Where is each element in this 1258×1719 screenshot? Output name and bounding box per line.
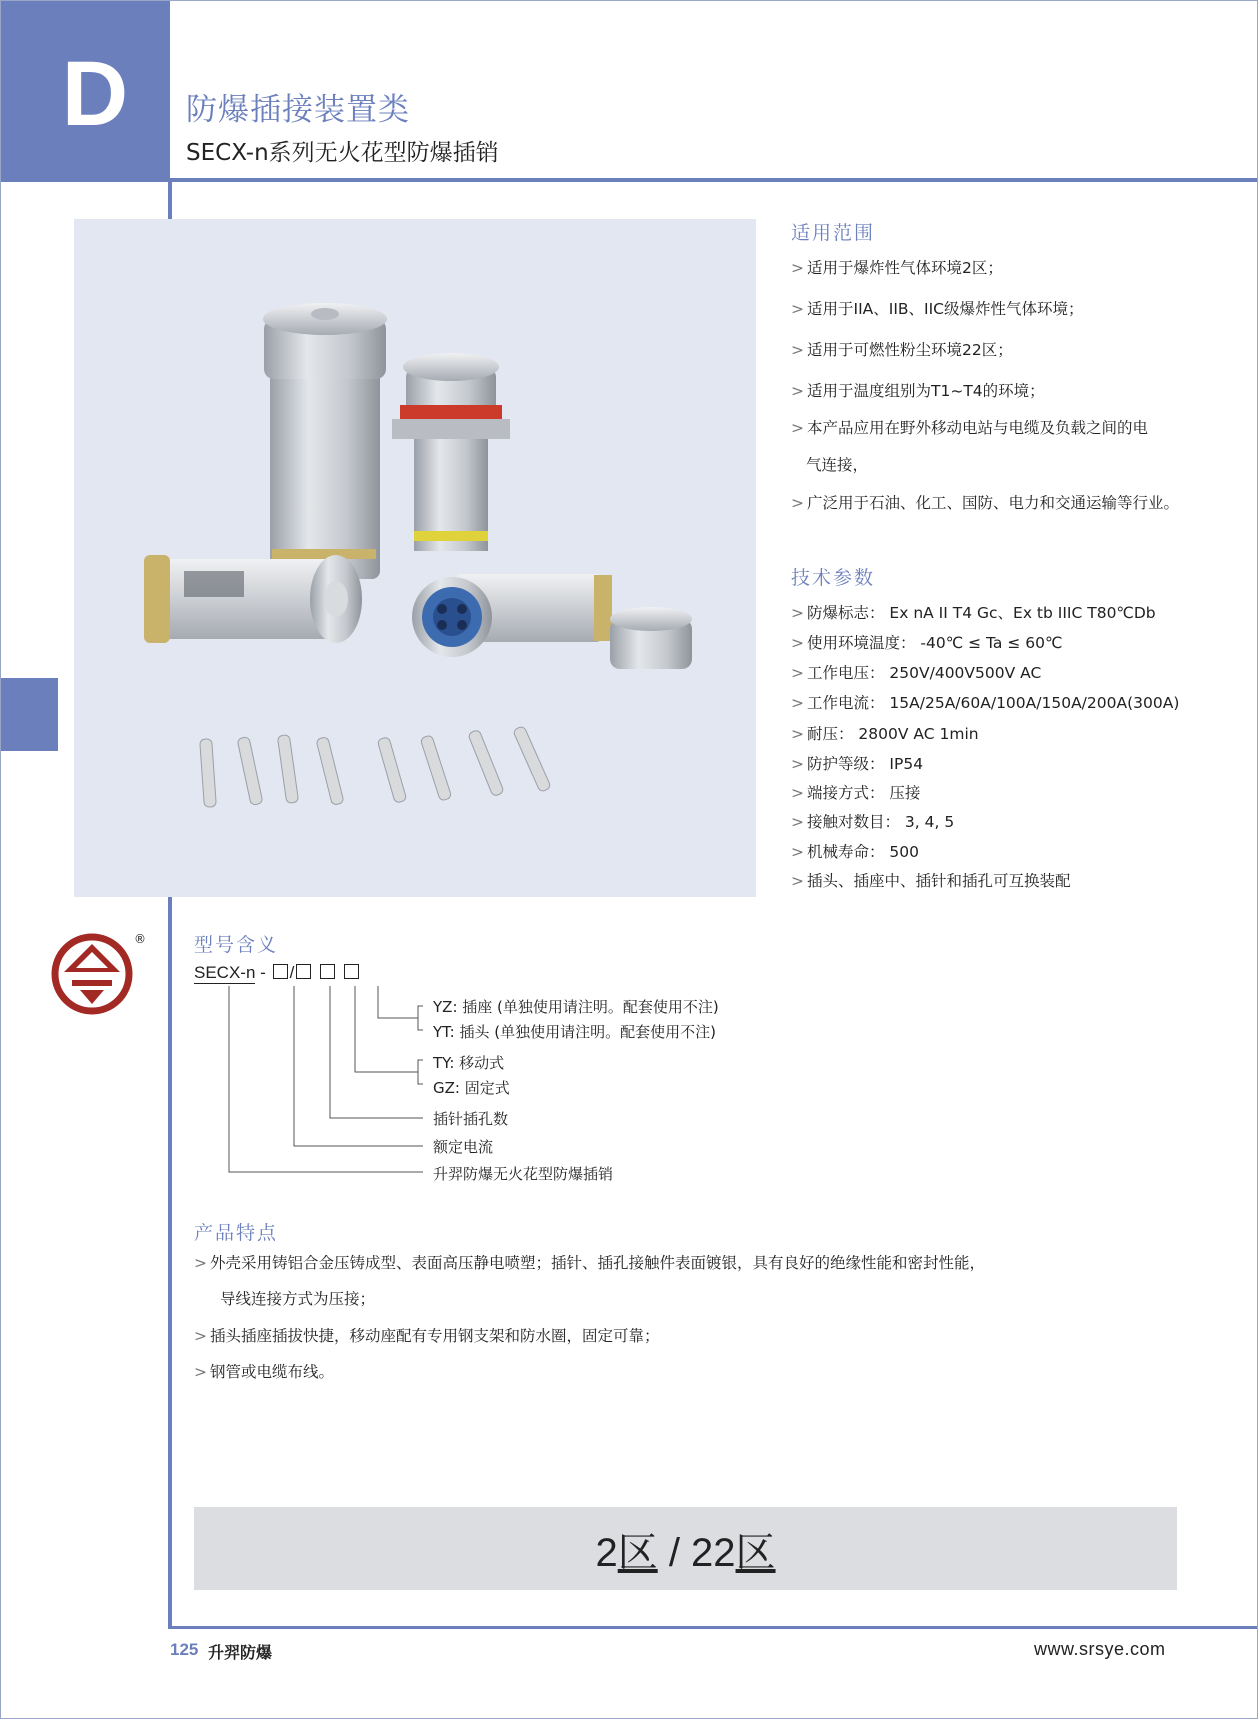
list-item: > 使用环境温度： -40℃ ≤ Ta ≤ 60℃ — [791, 634, 1063, 652]
tech-item-text: 耐压： 2800V AC 1min — [807, 725, 979, 743]
feature-item-text: 插头插座插拔快捷，移动座配有专用钢支架和防水圈，固定可靠； — [210, 1327, 660, 1345]
list-item: > 防护等级： IP54 — [791, 755, 924, 773]
product-title: SECX-n系列无火花型防爆插销 — [186, 140, 499, 166]
tech-item-text: 机械寿命： 500 — [807, 843, 920, 861]
features-heading: 产品特点 — [194, 1222, 279, 1244]
model-separator: / — [289, 963, 295, 982]
list-item: > 适用于温度组别为T1~T4的环境； — [791, 382, 1045, 400]
divider — [168, 0, 170, 182]
footer-divider — [168, 1626, 1258, 1629]
list-item: > 接触对数目： 3, 4, 5 — [791, 813, 955, 831]
zone-unit-b: 区 — [735, 1531, 776, 1575]
tech-heading: 技术参数 — [791, 567, 876, 589]
model-label-ty: TY: 移动式 — [433, 1054, 505, 1072]
tech-item-text: 端接方式： 压接 — [807, 784, 921, 802]
list-item: > 端接方式： 压接 — [791, 784, 921, 802]
list-item: > 耐压： 2800V AC 1min — [791, 725, 979, 743]
model-label-pins: 插针插孔数 — [433, 1110, 509, 1128]
scope-item-text: 适用于可燃性粉尘环境22区； — [807, 341, 1013, 359]
list-item: > 插头插座插拔快捷，移动座配有专用钢支架和防水圈，固定可靠； — [194, 1327, 660, 1345]
model-label-current: 额定电流 — [433, 1138, 494, 1156]
model-heading: 型号含义 — [194, 934, 279, 956]
zone-number-a: 2 — [595, 1531, 618, 1575]
zone-unit-a: 区 — [617, 1531, 658, 1575]
list-item: > 本产品应用在野外移动电站与电缆及负载之间的电 — [791, 419, 1149, 437]
header-divider — [170, 178, 1258, 182]
zone-separator: / — [657, 1531, 692, 1575]
placeholder-box-pins — [296, 964, 311, 979]
model-prefix: SECX-n — [194, 963, 256, 982]
feature-item-text: 导线连接方式为压接； — [220, 1290, 376, 1308]
list-item: > 适用于IIA、IIB、IIC级爆炸性气体环境； — [791, 300, 1084, 318]
list-item: > 广泛用于石油、化工、国防、电力和交通运输等行业。 — [791, 494, 1180, 512]
list-item: > 机械寿命： 500 — [791, 843, 920, 861]
tech-item-text: 工作电压： 250V/400V500V AC — [807, 664, 1042, 682]
tech-item-text: 防爆标志： Ex nA II T4 Gc、Ex tb IIIC T80℃Db — [807, 604, 1156, 622]
company-logo — [50, 930, 144, 1020]
zone-number-b: 22 — [691, 1531, 736, 1575]
scope-item-text: 适用于IIA、IIB、IIC级爆炸性气体环境； — [807, 300, 1084, 318]
model-label-name: 升羿防爆无火花型防爆插销 — [433, 1165, 614, 1183]
model-label-yz: YZ: 插座 (单独使用请注明。配套使用不注) — [433, 998, 719, 1016]
product-photo — [74, 219, 756, 897]
footer-brand: 升羿防爆 — [208, 1643, 273, 1662]
model-separator: - — [260, 963, 266, 982]
scope-item-text: 适用于爆炸性气体环境2区； — [807, 259, 1003, 277]
placeholder-box-mount — [320, 964, 335, 979]
model-label-gz: GZ: 固定式 — [433, 1079, 510, 1097]
list-item: > 工作电压： 250V/400V500V AC — [791, 664, 1042, 682]
product-illustration — [74, 219, 756, 897]
tech-item-text: 接触对数目： 3, 4, 5 — [807, 813, 955, 831]
zone-label — [194, 1521, 1177, 1578]
tech-item-text: 使用环境温度： -40℃ ≤ Ta ≤ 60℃ — [807, 634, 1063, 652]
scope-heading: 适用范围 — [791, 222, 876, 244]
category-title: 防爆插接装置类 — [186, 92, 410, 128]
placeholder-box-type — [344, 964, 359, 979]
section-letter: D — [61, 43, 129, 145]
page-number: 125 — [170, 1640, 199, 1659]
list-item: > 适用于可燃性粉尘环境22区； — [791, 341, 1013, 359]
feature-item-text: 外壳采用铸铝合金压铸成型、表面高压静电喷塑；插针、插孔接触件表面镀银，具有良好的绝缘性能和密封性能， — [210, 1254, 986, 1272]
scope-item-text: 气连接， — [806, 456, 869, 474]
tech-item-text: 工作电流： 15A/25A/60A/100A/150A/200A(300A) — [807, 694, 1180, 712]
footer-url[interactable]: www.srsye.com — [1034, 1639, 1166, 1659]
list-item: > 防爆标志： Ex nA II T4 Gc、Ex tb IIIC T80℃Db — [791, 604, 1156, 622]
model-label-yt: YT: 插头 (单独使用请注明。配套使用不注) — [433, 1023, 716, 1041]
tech-item-text: 插头、插座中、插针和插孔可互换装配 — [807, 872, 1071, 890]
scope-item-text: 广泛用于石油、化工、国防、电力和交通运输等行业。 — [807, 494, 1180, 512]
model-code — [194, 963, 361, 983]
list-item: > 适用于爆炸性气体环境2区； — [791, 259, 1003, 277]
side-marker — [0, 678, 58, 751]
logo-mark — [50, 930, 144, 1016]
list-item: > 外壳采用铸铝合金压铸成型、表面高压静电喷塑；插针、插孔接触件表面镀银，具有良好的绝缘性能和密封性能， — [194, 1254, 986, 1272]
scope-item-text: 适用于温度组别为T1~T4的环境； — [807, 382, 1045, 400]
list-item: > 工作电流： 15A/25A/60A/100A/150A/200A(300A) — [791, 694, 1180, 712]
tech-item-text: 防护等级： IP54 — [807, 755, 924, 773]
list-item: > 插头、插座中、插针和插孔可互换装配 — [791, 872, 1071, 890]
feature-item-text: 钢管或电缆布线。 — [210, 1363, 335, 1381]
registered-mark: ® — [134, 932, 146, 946]
placeholder-box-current — [273, 964, 288, 979]
list-item: > 钢管或电缆布线。 — [194, 1363, 335, 1381]
scope-item-text: 本产品应用在野外移动电站与电缆及负载之间的电 — [807, 419, 1149, 437]
